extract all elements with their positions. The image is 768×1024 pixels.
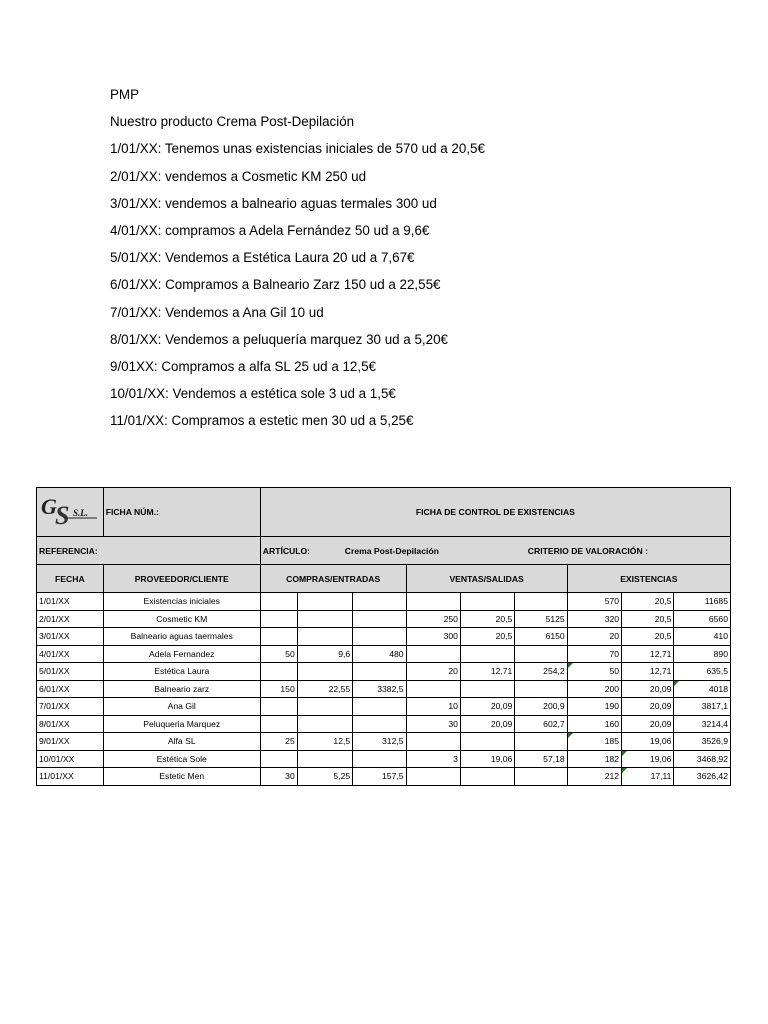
svg-text:S.L.: S.L. bbox=[73, 508, 89, 518]
cell-v1 bbox=[406, 645, 460, 663]
cell-v2: 19,06 bbox=[460, 750, 514, 768]
cell-v1 bbox=[406, 733, 460, 751]
cell-e2: 19,06 bbox=[622, 733, 674, 751]
cell-v3 bbox=[515, 680, 567, 698]
cell-c1: 50 bbox=[260, 645, 297, 663]
cell-e1: 190 bbox=[567, 698, 621, 716]
cell-fecha: 6/01/XX bbox=[37, 680, 104, 698]
exercise-statement bbox=[110, 86, 710, 439]
svg-text:G: G bbox=[41, 494, 57, 519]
cell-v1: 30 bbox=[406, 715, 460, 733]
cell-c2: 22,55 bbox=[297, 680, 352, 698]
cell-v2 bbox=[460, 733, 514, 751]
cell-e1: 570 bbox=[567, 593, 621, 611]
cell-e1: 182 bbox=[567, 750, 621, 768]
cell-c1: 25 bbox=[260, 733, 297, 751]
cell-e2: 12,71 bbox=[622, 645, 674, 663]
cell-v1: 20 bbox=[406, 663, 460, 681]
cell-v1: 250 bbox=[406, 610, 460, 628]
cell-c3 bbox=[353, 715, 406, 733]
cell-c1 bbox=[260, 628, 297, 646]
statement-line: 2/01/XX: vendemos a Cosmetic KM 250 ud bbox=[110, 168, 367, 184]
cell-prov: Estética Sole bbox=[103, 750, 260, 768]
cell-c1 bbox=[260, 698, 297, 716]
cell-v3: 57,18 bbox=[515, 750, 567, 768]
cell-fecha: 5/01/XX bbox=[37, 663, 104, 681]
cell-prov: Balneario aguas taermales bbox=[103, 628, 260, 646]
cell-c3: 312,5 bbox=[353, 733, 406, 751]
criterio-label: CRITERIO DE VALORACIÓN : bbox=[527, 545, 648, 556]
cell-v2 bbox=[460, 768, 514, 786]
cell-v3 bbox=[515, 768, 567, 786]
cell-v1 bbox=[406, 768, 460, 786]
company-logo bbox=[37, 488, 104, 537]
statement-line: 5/01/XX: Vendemos a Estética Laura 20 ud a 7,67€ bbox=[110, 250, 415, 266]
cell-e1: 50 bbox=[567, 663, 621, 681]
cell-c3 bbox=[353, 750, 406, 768]
cell-e3: 3468,92 bbox=[674, 750, 731, 768]
cell-c1 bbox=[260, 663, 297, 681]
cell-e3: 6560 bbox=[674, 610, 731, 628]
cell-c2 bbox=[297, 628, 352, 646]
cell-c2: 12,5 bbox=[297, 733, 352, 751]
cell-e2: 12,71 bbox=[622, 663, 674, 681]
table-row bbox=[37, 663, 731, 681]
svg-text:S: S bbox=[55, 501, 70, 530]
cell-c2 bbox=[297, 698, 352, 716]
cell-e3: 11685 bbox=[674, 593, 731, 611]
cell-c3: 3382,5 bbox=[353, 680, 406, 698]
cell-e3: 3817,1 bbox=[674, 698, 731, 716]
company-logo-icon bbox=[37, 488, 101, 534]
cell-prov: Cosmetic KM bbox=[103, 610, 260, 628]
cell-c3: 480 bbox=[353, 645, 406, 663]
cell-e1: 212 bbox=[567, 768, 621, 786]
cell-prov: Ana Gil bbox=[103, 698, 260, 716]
cell-c2: 9,6 bbox=[297, 645, 352, 663]
cell-e1: 20 bbox=[567, 628, 621, 646]
cell-v3: 200,9 bbox=[515, 698, 567, 716]
cell-v1: 10 bbox=[406, 698, 460, 716]
cell-fecha: 1/01/XX bbox=[37, 593, 104, 611]
cell-e1: 160 bbox=[567, 715, 621, 733]
cell-fecha: 7/01/XX bbox=[37, 698, 104, 716]
cell-e2: 20,09 bbox=[622, 680, 674, 698]
col-existencias: EXISTENCIAS bbox=[567, 565, 730, 593]
table-row bbox=[37, 768, 731, 786]
ficha-num-label: FICHA NÚM.: bbox=[103, 488, 260, 537]
statement-line: 8/01/XX: Vendemos a peluquería marquez 30 ud a 5,20€ bbox=[110, 331, 448, 347]
cell-prov: Alfa SL bbox=[103, 733, 260, 751]
cell-e2: 20,09 bbox=[622, 698, 674, 716]
cell-prov: Adela Fernandez bbox=[103, 645, 260, 663]
cell-e1: 200 bbox=[567, 680, 621, 698]
cell-c3 bbox=[353, 593, 406, 611]
table-row bbox=[37, 733, 731, 751]
table-row bbox=[37, 715, 731, 733]
cell-c1 bbox=[260, 610, 297, 628]
cell-prov: Estética Laura bbox=[103, 663, 260, 681]
col-ventas-salidas: VENTAS/SALIDAS bbox=[406, 565, 567, 593]
cell-e2: 20,09 bbox=[622, 715, 674, 733]
cell-v2: 20,09 bbox=[460, 698, 514, 716]
cell-v2: 12,71 bbox=[460, 663, 514, 681]
statement-line: 4/01/XX: compramos a Adela Fernández 50 ud a 9,6€ bbox=[110, 222, 430, 238]
cell-fecha: 10/01/XX bbox=[37, 750, 104, 768]
col-compras-entradas: COMPRAS/ENTRADAS bbox=[260, 565, 406, 593]
col-fecha: FECHA bbox=[37, 565, 104, 593]
stock-control-sheet bbox=[36, 487, 731, 786]
articulo-row-content bbox=[261, 537, 730, 564]
table-row bbox=[37, 680, 731, 698]
statement-line: 7/01/XX: Vendemos a Ana Gil 10 ud bbox=[110, 304, 324, 320]
cell-c3: 157,5 bbox=[353, 768, 406, 786]
cell-v3: 5125 bbox=[515, 610, 567, 628]
cell-c1 bbox=[260, 715, 297, 733]
cell-c1 bbox=[260, 593, 297, 611]
cell-v1 bbox=[406, 680, 460, 698]
statement-line: 11/01/XX: Compramos a estetic men 30 ud a 5,25€ bbox=[110, 413, 414, 429]
cell-e2: 20,5 bbox=[622, 610, 674, 628]
cell-fecha: 9/01/XX bbox=[37, 733, 104, 751]
cell-c3 bbox=[353, 628, 406, 646]
cell-e1: 70 bbox=[567, 645, 621, 663]
cell-e2: 17,11 bbox=[622, 768, 674, 786]
cell-e3: 410 bbox=[674, 628, 731, 646]
table-row bbox=[37, 750, 731, 768]
cell-prov: Peluqueria Marquez bbox=[103, 715, 260, 733]
cell-e3: 3526,9 bbox=[674, 733, 731, 751]
cell-c2 bbox=[297, 715, 352, 733]
cell-e3: 4018 bbox=[674, 680, 731, 698]
cell-v2 bbox=[460, 680, 514, 698]
referencia-label: REFERENCIA: bbox=[37, 537, 261, 565]
cell-fecha: 11/01/XX bbox=[37, 768, 104, 786]
cell-v1 bbox=[406, 593, 460, 611]
cell-e3: 3214,4 bbox=[674, 715, 731, 733]
cell-e2: 19,06 bbox=[622, 750, 674, 768]
cell-fecha: 4/01/XX bbox=[37, 645, 104, 663]
statement-line: 10/01/XX: Vendemos a estética sole 3 ud a 1,5€ bbox=[110, 386, 396, 402]
cell-v2: 20,5 bbox=[460, 610, 514, 628]
cell-fecha: 3/01/XX bbox=[37, 628, 104, 646]
cell-c2 bbox=[297, 663, 352, 681]
cell-v3 bbox=[515, 733, 567, 751]
cell-v2 bbox=[460, 593, 514, 611]
cell-v1: 300 bbox=[406, 628, 460, 646]
statement-title: PMP bbox=[110, 87, 140, 102]
cell-e2: 20,5 bbox=[622, 593, 674, 611]
cell-v3 bbox=[515, 593, 567, 611]
table-row bbox=[37, 628, 731, 646]
sheet-title: FICHA DE CONTROL DE EXISTENCIAS bbox=[260, 488, 730, 537]
statement-line: 3/01/XX: vendemos a balneario aguas termales 300 ud bbox=[110, 195, 437, 211]
cell-v3: 6150 bbox=[515, 628, 567, 646]
cell-c3 bbox=[353, 610, 406, 628]
cell-v2 bbox=[460, 645, 514, 663]
cell-c1: 30 bbox=[260, 768, 297, 786]
statement-line: 9/01XX: Compramos a alfa SL 25 ud a 12,5€ bbox=[110, 358, 376, 374]
statement-line: 6/01/XX: Compramos a Balneario Zarz 150 ud a 22,55€ bbox=[110, 277, 441, 293]
cell-c2: 5,25 bbox=[297, 768, 352, 786]
cell-e1: 320 bbox=[567, 610, 621, 628]
cell-v3 bbox=[515, 645, 567, 663]
articulo-label: ARTÍCULO: bbox=[262, 545, 311, 556]
table-row bbox=[37, 645, 731, 663]
cell-c3 bbox=[353, 698, 406, 716]
statement-product: Nuestro producto Crema Post-Depilación bbox=[110, 114, 355, 130]
cell-e3: 3626,42 bbox=[674, 768, 731, 786]
table-row bbox=[37, 698, 731, 716]
cell-v3: 602,7 bbox=[515, 715, 567, 733]
cell-c3 bbox=[353, 663, 406, 681]
cell-e3: 635,5 bbox=[674, 663, 731, 681]
col-proveedor-cliente: PROVEEDOR/CLIENTE bbox=[103, 565, 260, 593]
cell-e2: 20,5 bbox=[622, 628, 674, 646]
cell-v1: 3 bbox=[406, 750, 460, 768]
cell-v2: 20,09 bbox=[460, 715, 514, 733]
articulo-row bbox=[260, 537, 730, 565]
cell-fecha: 2/01/XX bbox=[37, 610, 104, 628]
table-row bbox=[37, 610, 731, 628]
table-row bbox=[37, 593, 731, 611]
cell-c2 bbox=[297, 610, 352, 628]
cell-c2 bbox=[297, 750, 352, 768]
cell-e1: 185 bbox=[567, 733, 621, 751]
articulo-value: Crema Post-Depilación bbox=[344, 545, 439, 556]
cell-prov: Estetic Men bbox=[103, 768, 260, 786]
cell-prov: Balneario zarz bbox=[103, 680, 260, 698]
cell-v3: 254,2 bbox=[515, 663, 567, 681]
cell-c2 bbox=[297, 593, 352, 611]
cell-v2: 20,5 bbox=[460, 628, 514, 646]
cell-prov: Existencias iniciales bbox=[103, 593, 260, 611]
cell-c1 bbox=[260, 750, 297, 768]
cell-e3: 890 bbox=[674, 645, 731, 663]
cell-c1: 150 bbox=[260, 680, 297, 698]
statement-line: 1/01/XX: Tenemos unas existencias iniciales de 570 ud a 20,5€ bbox=[110, 141, 485, 157]
cell-fecha: 8/01/XX bbox=[37, 715, 104, 733]
